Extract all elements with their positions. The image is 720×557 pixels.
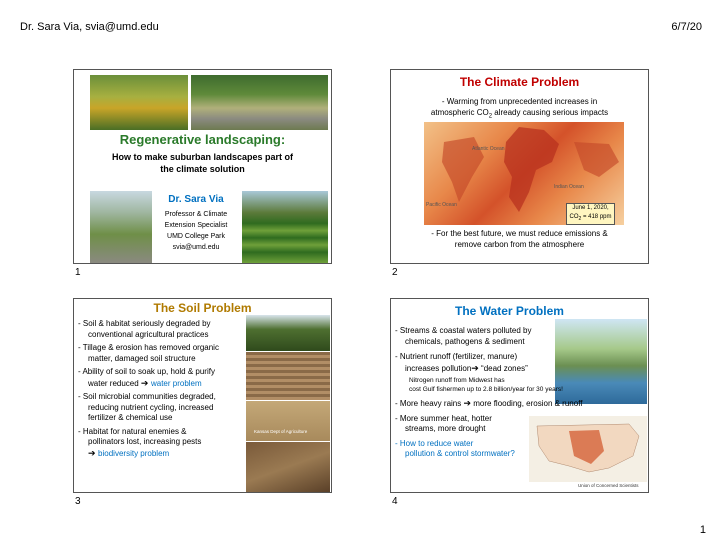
map-label-indian: Indian Ocean — [554, 184, 584, 190]
slide-4-number: 4 — [392, 496, 398, 507]
co2-callout-value: $CO_2 = 418$ ppm — [569, 214, 612, 223]
bullet-3a: - Ability of soil to soak up, hold & purify — [78, 367, 215, 376]
slide-2-title: The Climate Problem — [459, 75, 580, 89]
roadside-photo — [90, 191, 152, 263]
garden-photo-2 — [191, 75, 328, 130]
slide-2-line-1b: atmospheric $CO_2$ already causing serious impacts — [430, 108, 609, 120]
bullet-4a: - Soil microbial communities degraded, — [78, 392, 216, 401]
garden-photo-1 — [90, 75, 188, 130]
speaker-email: svia@umd.edu — [172, 244, 220, 251]
bullet-2b: matter, damaged soil structure — [88, 353, 196, 363]
slide-4-bullets — [395, 326, 585, 460]
co2-callout — [566, 203, 615, 225]
bullet-4b: reducing nutrient cycling, increased — [88, 402, 214, 412]
page-number: 1 — [699, 524, 706, 536]
slide-2-number: 2 — [392, 267, 398, 278]
slide-4 — [390, 298, 649, 493]
bullet-2b: increases pollution➔ “dead zones” — [405, 362, 528, 373]
slide-1 — [73, 69, 332, 264]
bullet-5a: - Habitat for natural enemies & — [78, 426, 187, 436]
bullet-1b: chemicals, pathogens & sediment — [405, 336, 525, 346]
bullet-2a: - Tillage & erosion has removed organic — [78, 343, 219, 352]
lawn-stripes-photo — [242, 191, 328, 263]
bullet-2-detail — [395, 374, 585, 394]
speaker-affiliation: UMD College Park — [167, 233, 225, 240]
bullet-5b: pollinators lost, increasing pests — [88, 437, 202, 446]
bullet-2a: - Nutrient runoff (fertilizer, manure) — [395, 352, 518, 361]
co2-callout-date: June 1, 2020, — [572, 205, 609, 211]
arrow-right-icon: ➔ — [463, 398, 472, 408]
slide-2-line-1a: - Warming from unprecedented increases in — [441, 97, 598, 106]
forest-photo — [246, 315, 330, 351]
slide-3-title: The Soil Problem — [153, 301, 252, 315]
photo-credit-ucs: Union of Concerned Scientists — [578, 483, 639, 488]
bullet-5b: pollution & control stormwater? — [405, 449, 515, 458]
slide-4-title: The Water Problem — [455, 304, 564, 318]
speaker-name: Dr. Sara Via — [168, 194, 224, 205]
bullet-3b: water reduced ➔ water problem — [88, 377, 202, 388]
slide-2-text-2 — [391, 228, 648, 250]
slide-1-subtitle: How to make suburban landscapes part of the climate solution — [111, 152, 294, 174]
photo-credit-kansas: Kansas Dept of Agriculture — [254, 429, 308, 434]
speaker-role-2: Extension Specialist — [164, 222, 228, 229]
arrow-right-icon: ➔ — [88, 447, 99, 458]
speaker-role-1: Professor & Climate — [164, 211, 228, 218]
bullet-2d: cost Gulf fishermen up to 2.8 billion/year for 30 years! — [409, 386, 563, 393]
map-label-atlantic: Atlantic Ocean — [472, 146, 505, 152]
slide-2-line-2b: remove carbon from the atmosphere — [454, 240, 585, 249]
speaker-info — [152, 209, 240, 253]
slide-1-title: Regenerative landscaping: — [119, 132, 286, 147]
water-problem-link: water problem — [150, 378, 202, 388]
slide-3-bullets — [78, 319, 250, 459]
arrow-right-icon: ➔ — [140, 377, 151, 388]
bullet-5c — [78, 448, 250, 460]
erosion-photo — [246, 442, 330, 492]
bullet-4a: - More summer heat, hotter — [395, 413, 492, 423]
header-author: Dr. Sara Via, svia@umd.edu — [20, 21, 159, 33]
bullet-4c: fertilizer & chemical use — [88, 413, 173, 422]
slide-2-text-1 — [391, 96, 648, 123]
bullet-4b: streams, more drought — [405, 424, 486, 433]
map-label-pacific: Pacific Ocean — [426, 202, 457, 208]
bullet-5a: - How to reduce water — [395, 438, 474, 448]
bullet-1b: conventional agricultural practices — [88, 329, 209, 339]
bullet-3: - More heavy rains ➔ more flooding, erosion & runoff — [395, 398, 583, 408]
dry-field-photo — [246, 401, 330, 441]
slide-1-number: 1 — [75, 267, 81, 278]
slide-3 — [73, 298, 332, 493]
bullet-1a: - Soil & habitat seriously degraded by — [78, 319, 211, 328]
tilled-field-photo — [246, 352, 330, 400]
bullet-2c: Nitrogen runoff from Midwest has — [409, 377, 505, 384]
slide-2-line-2a: - For the best future, we must reduce emissions & — [431, 229, 608, 238]
biodiversity-problem-link: biodiversity problem — [98, 448, 170, 458]
slide-3-number: 3 — [75, 496, 81, 507]
header-date: 6/7/20 — [671, 21, 702, 33]
arrow-right-icon: ➔ — [471, 362, 479, 373]
slide-2 — [390, 69, 649, 264]
bullet-1a: - Streams & coastal waters polluted by — [395, 326, 532, 335]
